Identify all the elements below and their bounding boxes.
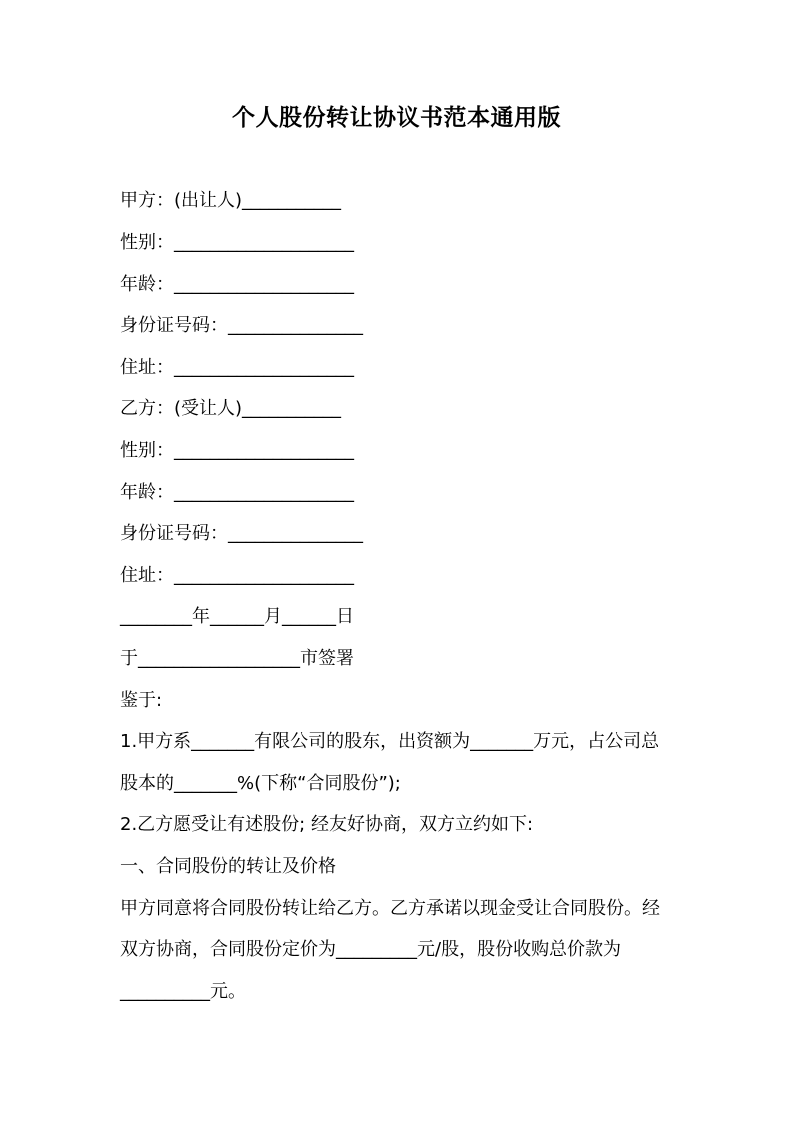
- date-line: ________年______月______日: [120, 606, 354, 627]
- party-a-id: 身份证号码：_______________: [120, 315, 363, 336]
- section-1-paragraph-line-3: __________元。: [120, 981, 246, 1002]
- party-b-id: 身份证号码：_______________: [120, 523, 363, 544]
- party-b-line: 乙方：(受让人)___________: [120, 398, 342, 419]
- party-a-gender: 性别：____________________: [120, 232, 354, 253]
- party-b-gender: 性别：____________________: [120, 440, 354, 461]
- party-a-age: 年龄：____________________: [120, 274, 354, 295]
- clause-1-line-1: 1.甲方系_______有限公司的股东，出资额为_______万元，占公司总: [120, 731, 660, 752]
- document-title: 个人股份转让协议书范本通用版: [232, 105, 561, 131]
- section-1-heading: 一、合同股份的转让及价格: [120, 856, 336, 877]
- clause-1-line-2: 股本的_______%(下称“合同股份”);: [120, 773, 401, 794]
- section-1-paragraph-line-2: 双方协商，合同股份定价为_________元/股，股份收购总价款为: [120, 939, 622, 960]
- party-a-line: 甲方：(出让人)___________: [120, 190, 342, 211]
- party-b-address: 住址：____________________: [120, 565, 354, 586]
- section-1-paragraph-line-1: 甲方同意将合同股份转让给乙方。乙方承诺以现金受让合同股份。经: [120, 898, 660, 919]
- whereas-label: 鉴于:: [120, 690, 163, 711]
- clause-2: 2.乙方愿受让有述股份; 经友好协商，双方立约如下:: [120, 814, 534, 835]
- party-b-age: 年龄：____________________: [120, 482, 354, 503]
- place-line: 于__________________市签署: [120, 648, 354, 669]
- party-a-address: 住址：____________________: [120, 357, 354, 378]
